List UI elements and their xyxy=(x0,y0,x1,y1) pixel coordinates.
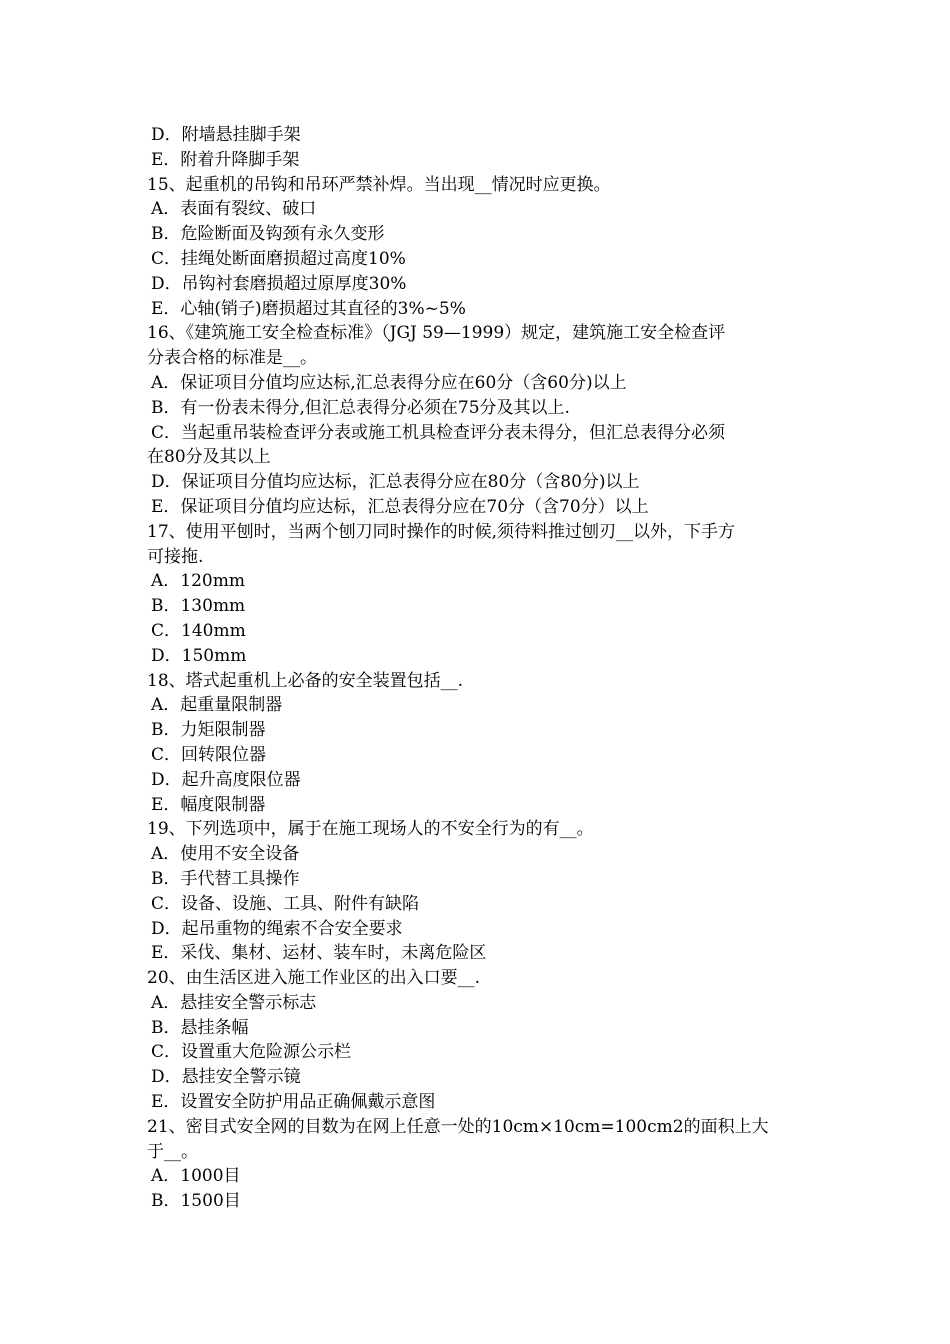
answer-option: A．1000目 xyxy=(151,1166,241,1187)
question-text: 可接拖. xyxy=(147,546,204,567)
answer-option: A．保证项目分值均应达标,汇总表得分应在60分（含60分)以上 xyxy=(151,372,627,393)
answer-option: D．吊钩衬套磨损超过原厚度30% xyxy=(151,273,407,294)
answer-option: D．150mm xyxy=(151,645,247,666)
answer-option: E．采伐、集材、运材、装车时，未离危险区 xyxy=(151,943,487,964)
answer-option: C．140mm xyxy=(151,620,246,641)
answer-option: A．120mm xyxy=(151,571,245,592)
answer-option: E．设置安全防护用品正确佩戴示意图 xyxy=(151,1092,436,1113)
question-text: 18、塔式起重机上必备的安全装置包括__. xyxy=(147,670,464,691)
question-text: 15、起重机的吊钩和吊环严禁补焊。当出现__情况时应更换。 xyxy=(147,174,611,195)
answer-option: C．回转限位器 xyxy=(151,744,267,765)
answer-option: C．当起重吊装检查评分表或施工机具检查评分表未得分，但汇总表得分必须 xyxy=(151,422,726,443)
answer-option: E．附着升降脚手架 xyxy=(151,149,300,170)
document-body xyxy=(147,123,812,1214)
answer-option: C．设备、设施、工具、附件有缺陷 xyxy=(151,893,420,914)
question-text: 在80分及其以上 xyxy=(147,447,271,468)
answer-option: A．起重量限制器 xyxy=(151,695,283,716)
answer-option: D．悬挂安全警示镜 xyxy=(151,1067,301,1088)
question-text: 19、下列选项中，属于在施工现场人的不安全行为的有__。 xyxy=(147,819,594,840)
answer-option: B．130mm xyxy=(151,596,246,617)
question-text: 21、密目式安全网的目数为在网上任意一处的10cm×10cm=100cm2的面积上大 xyxy=(147,1116,769,1137)
question-text: 分表合格的标准是__。 xyxy=(147,348,317,369)
question-text: 20、由生活区进入施工作业区的出入口要__. xyxy=(147,968,481,989)
answer-option: D．起吊重物的绳索不合安全要求 xyxy=(151,918,403,939)
answer-option: B．力矩限制器 xyxy=(151,720,266,741)
answer-option: A．使用不安全设备 xyxy=(151,844,300,865)
answer-option: B．1500目 xyxy=(151,1191,241,1212)
answer-option: E．幅度限制器 xyxy=(151,794,266,815)
answer-option: E．保证项目分值均应达标，汇总表得分应在70分（含70分）以上 xyxy=(151,496,649,517)
question-text: 16、《建筑施工安全检查标准》（JGJ 59—1999）规定，建筑施工安全检查评 xyxy=(147,323,726,344)
answer-option: B．悬挂条幅 xyxy=(151,1017,249,1038)
answer-option: C．挂绳处断面磨损超过高度10% xyxy=(151,248,406,269)
answer-option: D．起升高度限位器 xyxy=(151,769,301,790)
answer-option: B．有一份表未得分,但汇总表得分必须在75分及其以上. xyxy=(151,397,570,418)
question-text: 17、使用平刨时，当两个刨刀同时操作的时候,须待料推过刨刃__以外，下手方 xyxy=(147,521,736,542)
answer-option: D．保证项目分值均应达标，汇总表得分应在80分（含80分)以上 xyxy=(151,472,640,493)
answer-option: E．心轴(销子)磨损超过其直径的3%~5% xyxy=(151,298,466,319)
question-text: 于__。 xyxy=(147,1141,198,1162)
answer-option: B．手代替工具操作 xyxy=(151,868,300,889)
answer-option: D．附墙悬挂脚手架 xyxy=(151,125,301,145)
answer-option: A．表面有裂纹、破口 xyxy=(151,199,317,220)
answer-option: B．危险断面及钩颈有永久变形 xyxy=(151,224,385,245)
answer-option: C．设置重大危险源公示栏 xyxy=(151,1042,352,1063)
answer-option: A．悬挂安全警示标志 xyxy=(151,992,317,1013)
